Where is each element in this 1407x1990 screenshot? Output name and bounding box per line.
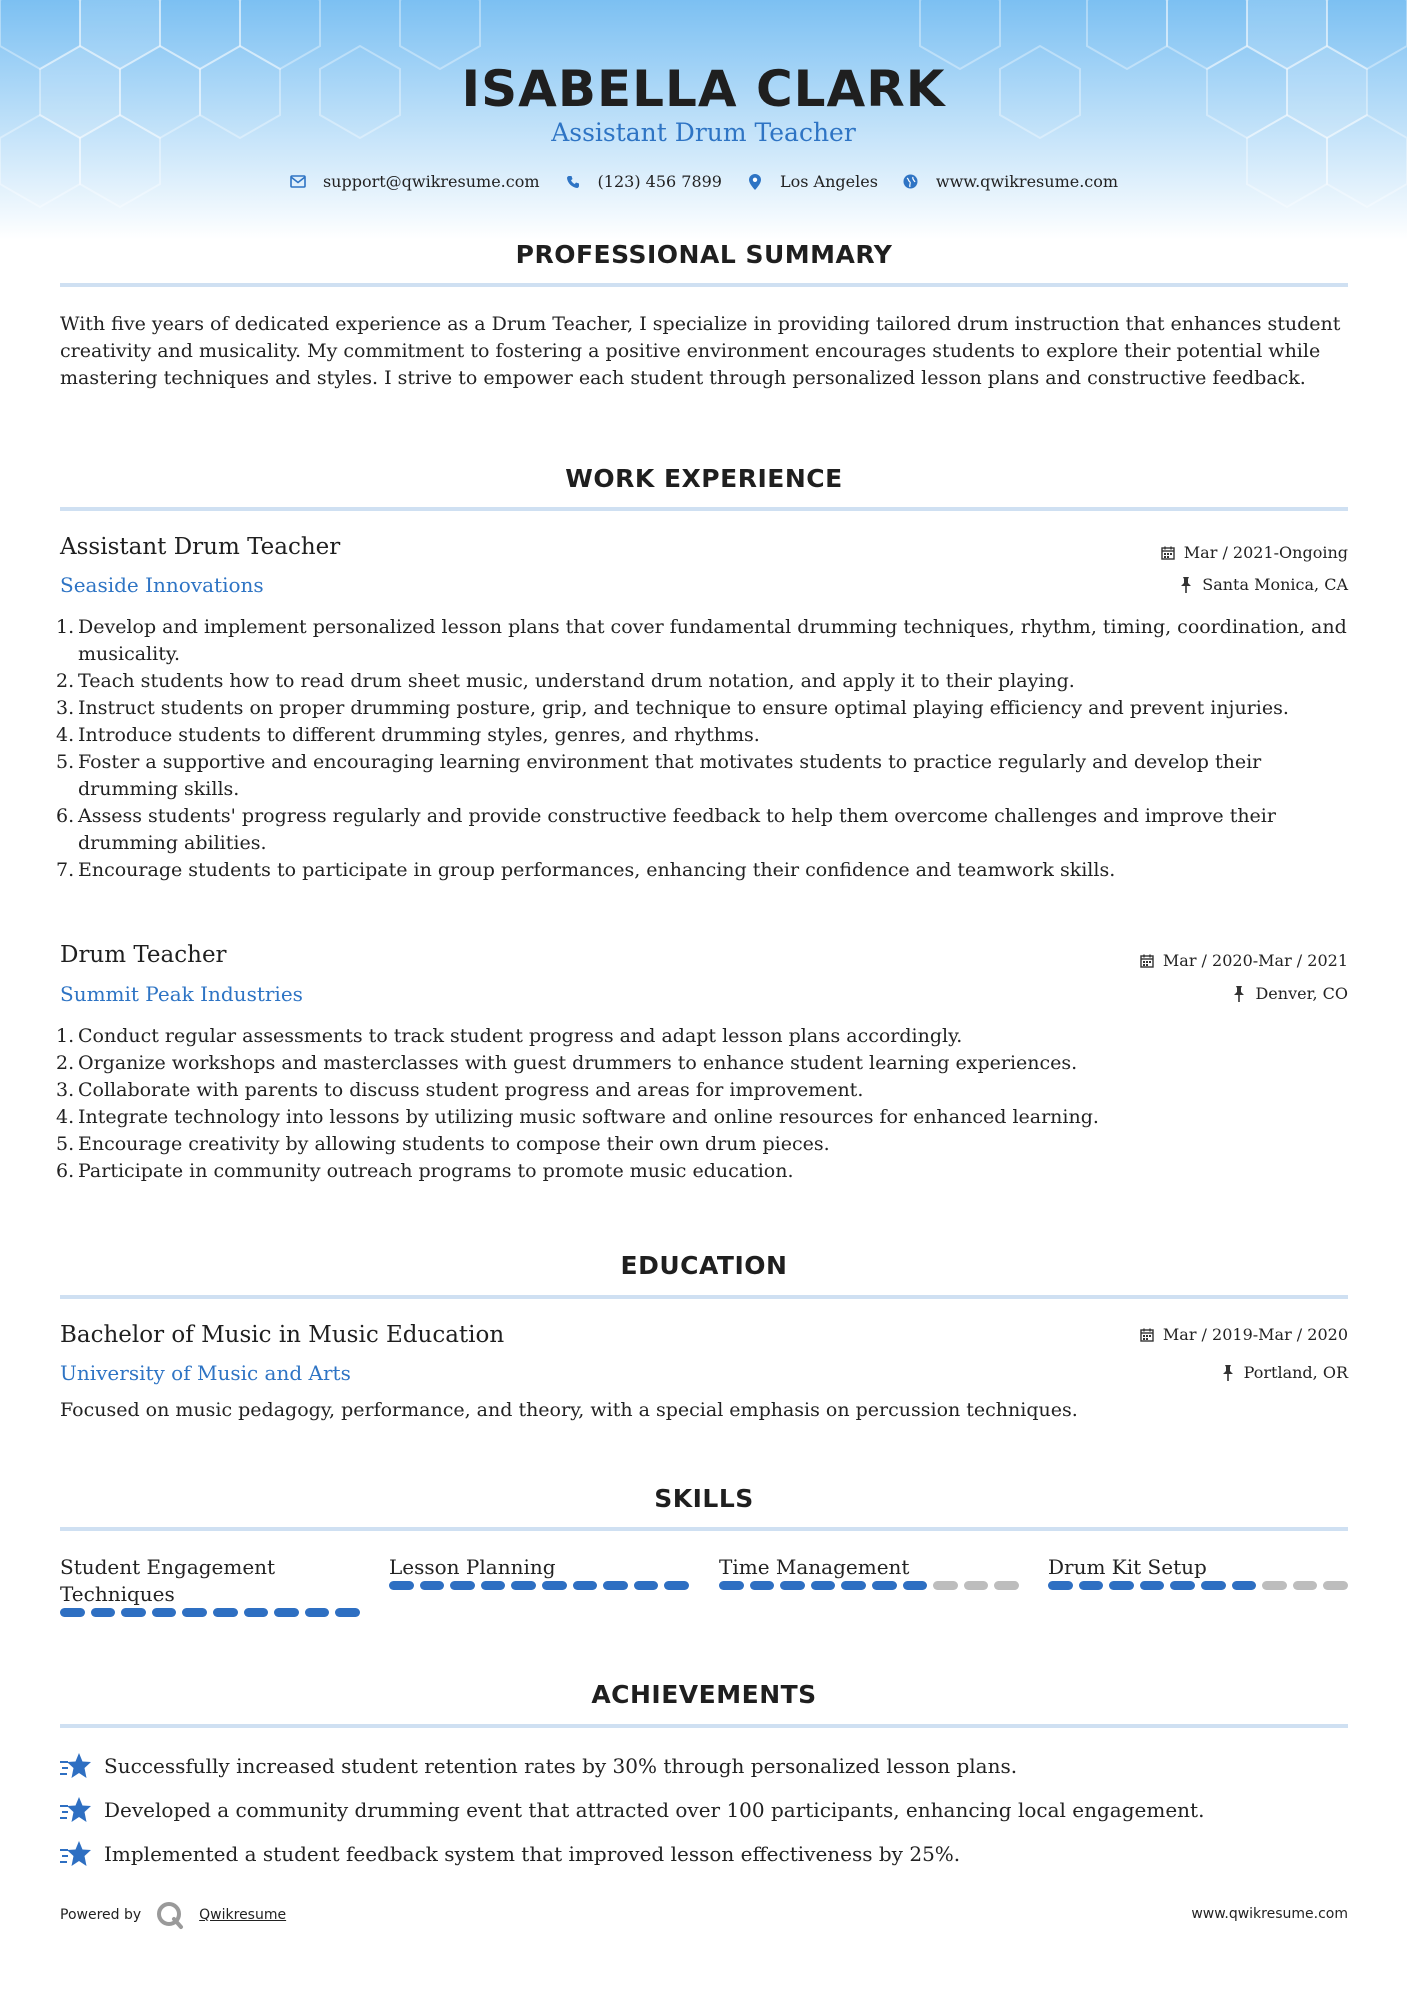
job-title: Assistant Drum Teacher — [60, 534, 341, 560]
skill-segment-filled — [903, 1581, 928, 1590]
calendar-icon — [1160, 545, 1176, 561]
star-icon — [60, 1796, 92, 1824]
skill-segment-filled — [872, 1581, 897, 1590]
skill-segment-filled — [121, 1608, 146, 1617]
list-item: 4. Integrate technology into lessons by utilizing music software and online resources for enhanced learning. — [56, 1106, 1099, 1128]
calendar-icon — [1139, 953, 1155, 969]
list-item: 3. Collaborate with parents to discuss student progress and areas for improvement. — [56, 1079, 864, 1101]
list-item: 5. Foster a supportive and encouraging learning environment that motivates students to practice regularly and develop their drumming skills. — [56, 751, 1262, 800]
contact-bar — [0, 172, 1407, 191]
skill-segment-filled — [274, 1608, 299, 1617]
skill-segment-filled — [1201, 1581, 1226, 1590]
skill-segment-filled — [664, 1581, 689, 1590]
pushpin-icon — [1178, 577, 1194, 593]
skill-segment-filled — [719, 1581, 744, 1590]
list-item: 4. Introduce students to different drumming styles, genres, and rhythms. — [56, 724, 760, 746]
skill-level-bar — [60, 1608, 360, 1617]
list-item: 6. Assess students' progress regularly and provide constructive feedback to help them overcome challenges and improve their drumming abilities. — [56, 805, 1276, 854]
job-dates — [1160, 543, 1348, 562]
skill-segment-filled — [603, 1581, 628, 1590]
skill-segment-empty — [1293, 1581, 1318, 1590]
qwikresume-link[interactable]: Qwikresume — [199, 1907, 287, 1923]
skill-segment-filled — [305, 1608, 330, 1617]
list-item: 1. Conduct regular assessments to track student progress and adapt lesson plans accordingly. — [56, 1025, 963, 1047]
skill-item — [60, 1554, 360, 1617]
skill-segment-empty — [933, 1581, 958, 1590]
pushpin-icon — [1231, 986, 1247, 1002]
skill-name: Time Management — [719, 1555, 910, 1579]
phone-icon — [564, 173, 582, 191]
education-degree: Bachelor of Music in Music Education — [60, 1322, 505, 1348]
skills-heading: SKILLS — [654, 1484, 754, 1513]
education-location-text: Portland, OR — [1243, 1363, 1348, 1382]
list-item-text: Foster a supportive and encouraging learning environment that motivates students to practice regularly and develop their drumming skills. — [78, 751, 1262, 800]
education-dates — [1139, 1325, 1348, 1344]
skill-level-bar — [389, 1581, 689, 1590]
skill-segment-filled — [1079, 1581, 1104, 1590]
skill-segment-filled — [481, 1581, 506, 1590]
skill-segment-filled — [1170, 1581, 1195, 1590]
list-item: 2. Organize workshops and masterclasses with guest drummers to enhance student learning experiences. — [56, 1052, 1078, 1074]
job-location-text: Denver, CO — [1255, 984, 1348, 1003]
skill-name: Student Engagement Techniques — [60, 1555, 276, 1606]
list-item-text: Assess students' progress regularly and provide constructive feedback to help them overcome challenges and improve their drumming abilities. — [78, 805, 1276, 854]
candidate-role: Assistant Drum Teacher — [551, 118, 856, 147]
achievement-text: Implemented a student feedback system that improved lesson effectiveness by 25%. — [104, 1842, 961, 1866]
skill-segment-filled — [634, 1581, 659, 1590]
skill-segment-empty — [1262, 1581, 1287, 1590]
skill-item — [389, 1554, 689, 1590]
skill-segment-filled — [573, 1581, 598, 1590]
list-item-text: Integrate technology into lessons by utilizing music software and online resources for enhanced learning. — [78, 1106, 1099, 1128]
section-divider — [60, 1724, 1348, 1728]
list-item: 1. Develop and implement personalized lesson plans that cover fundamental drumming techniques, rhythm, timing, coordination, and musicality. — [56, 616, 1347, 665]
job-duties-list — [56, 1023, 1348, 1185]
list-item: 3. Instruct students on proper drumming posture, grip, and technique to ensure optimal playing efficiency and prevent injuries. — [56, 697, 1289, 719]
summary-text: With five years of dedicated experience as a Drum Teacher, I specialize in providing tailored drum instruction that enhances student creativity and musicality. My commitment to fostering a positive environment encourages students to explore their potential while mastering techniques and styles. I strive to empower each student through personalized lesson plans and constructive feedback. — [60, 313, 1341, 389]
job-company: Summit Peak Industries — [60, 982, 303, 1006]
list-item-text: Organize workshops and masterclasses with guest drummers to enhance student learning experiences. — [78, 1052, 1078, 1074]
education-heading: EDUCATION — [620, 1251, 788, 1280]
star-icon — [60, 1840, 92, 1868]
contact-location-text: Los Angeles — [779, 172, 878, 191]
skill-segment-filled — [1140, 1581, 1165, 1590]
job-location-text: Santa Monica, CA — [1202, 575, 1348, 594]
skill-segment-filled — [182, 1608, 207, 1617]
skill-name: Lesson Planning — [389, 1555, 556, 1579]
section-divider — [60, 1295, 1348, 1299]
skill-segment-filled — [450, 1581, 475, 1590]
contact-website[interactable] — [902, 172, 1118, 191]
list-item-text: Collaborate with parents to discuss student progress and areas for improvement. — [78, 1079, 864, 1101]
education-dates-text: Mar / 2019-Mar / 2020 — [1162, 1325, 1348, 1344]
skill-item — [1048, 1554, 1348, 1590]
contact-email[interactable] — [289, 172, 540, 191]
job-dates-text: Mar / 2021-Ongoing — [1183, 543, 1348, 562]
skill-segment-filled — [1048, 1581, 1073, 1590]
education-description: Focused on music pedagogy, performance, and theory, with a special emphasis on percussion techniques. — [60, 1399, 1078, 1421]
skill-segment-filled — [750, 1581, 775, 1590]
qwikresume-logo-icon — [155, 1900, 185, 1930]
list-item: 7. Encourage students to participate in group performances, enhancing their confidence and teamwork skills. — [56, 859, 1116, 881]
skill-level-bar — [719, 1581, 1019, 1590]
job-duties-list — [56, 614, 1348, 884]
job-company: Seaside Innovations — [60, 573, 264, 597]
job-dates-text: Mar / 2020-Mar / 2021 — [1162, 951, 1348, 970]
skill-segment-filled — [60, 1608, 85, 1617]
experience-heading: WORK EXPERIENCE — [565, 464, 843, 493]
education-school: University of Music and Arts — [60, 1361, 351, 1385]
skill-segment-filled — [811, 1581, 836, 1590]
achievement-text: Developed a community drumming event that attracted over 100 participants, enhancing local engagement. — [104, 1798, 1205, 1822]
list-item-text: Instruct students on proper drumming posture, grip, and technique to ensure optimal playing efficiency and prevent injuries. — [78, 697, 1289, 719]
list-item-text: Conduct regular assessments to track student progress and adapt lesson plans accordingly. — [78, 1025, 963, 1047]
envelope-icon — [289, 173, 307, 191]
map-pin-icon — [746, 173, 764, 191]
section-divider — [60, 507, 1348, 511]
contact-location — [746, 172, 878, 191]
star-icon — [60, 1752, 92, 1780]
list-item-text: Introduce students to different drumming styles, genres, and rhythms. — [78, 724, 760, 746]
list-item: 6. Participate in community outreach programs to promote music education. — [56, 1160, 794, 1182]
candidate-name: ISABELLA CLARK — [461, 60, 946, 118]
skill-segment-filled — [152, 1608, 177, 1617]
skill-segment-filled — [511, 1581, 536, 1590]
skill-segment-empty — [1323, 1581, 1348, 1590]
achievement-item — [60, 1752, 1017, 1780]
skill-segment-filled — [1109, 1581, 1134, 1590]
skill-segment-empty — [964, 1581, 989, 1590]
calendar-icon — [1139, 1327, 1155, 1343]
skill-segment-filled — [244, 1608, 269, 1617]
job-title: Drum Teacher — [60, 942, 227, 968]
contact-email-text: support@qwikresume.com — [322, 172, 540, 191]
footer-url[interactable]: www.qwikresume.com — [1191, 1906, 1348, 1922]
skill-level-bar — [1048, 1581, 1348, 1590]
summary-heading: PROFESSIONAL SUMMARY — [515, 240, 893, 269]
pushpin-icon — [1220, 1365, 1236, 1381]
contact-phone-text: (123) 456 7899 — [597, 172, 722, 191]
skill-segment-filled — [1232, 1581, 1257, 1590]
achievement-text: Successfully increased student retention rates by 30% through personalized lesson plans. — [104, 1754, 1018, 1778]
globe-icon — [902, 173, 920, 191]
skill-item — [719, 1554, 1019, 1590]
list-item-text: Participate in community outreach programs to promote music education. — [78, 1160, 794, 1182]
list-item-text: Encourage creativity by allowing students to compose their own drum pieces. — [78, 1133, 830, 1155]
skill-segment-empty — [994, 1581, 1019, 1590]
skill-name: Drum Kit Setup — [1048, 1555, 1207, 1579]
achievements-heading: ACHIEVEMENTS — [591, 1680, 817, 1709]
list-item-text: Teach students how to read drum sheet music, understand drum notation, and apply it to their playing. — [78, 670, 1075, 692]
list-item-text: Develop and implement personalized lesson plans that cover fundamental drumming techniques, rhythm, timing, coordination, and musicality. — [78, 616, 1347, 665]
contact-website-text: www.qwikresume.com — [935, 172, 1119, 191]
job-location — [1178, 575, 1348, 594]
contact-phone[interactable] — [564, 172, 722, 191]
education-location — [1220, 1363, 1348, 1382]
skill-segment-filled — [213, 1608, 238, 1617]
skill-segment-filled — [389, 1581, 414, 1590]
list-item: 2. Teach students how to read drum sheet music, understand drum notation, and apply it to their playing. — [56, 670, 1075, 692]
job-location — [1231, 984, 1348, 1003]
skill-segment-filled — [542, 1581, 567, 1590]
skill-segment-filled — [91, 1608, 116, 1617]
section-divider — [60, 283, 1348, 287]
skill-segment-filled — [420, 1581, 445, 1590]
list-item: 5. Encourage creativity by allowing students to compose their own drum pieces. — [56, 1133, 830, 1155]
skill-segment-filled — [841, 1581, 866, 1590]
skill-segment-filled — [335, 1608, 360, 1617]
section-divider — [60, 1527, 1348, 1531]
achievement-item — [60, 1796, 1204, 1824]
footer-powered-by — [60, 1900, 286, 1930]
job-dates — [1139, 951, 1348, 970]
powered-by-label: Powered by — [60, 1907, 142, 1923]
skill-segment-filled — [780, 1581, 805, 1590]
list-item-text: Encourage students to participate in group performances, enhancing their confidence and teamwork skills. — [78, 859, 1116, 881]
achievement-item — [60, 1840, 960, 1868]
